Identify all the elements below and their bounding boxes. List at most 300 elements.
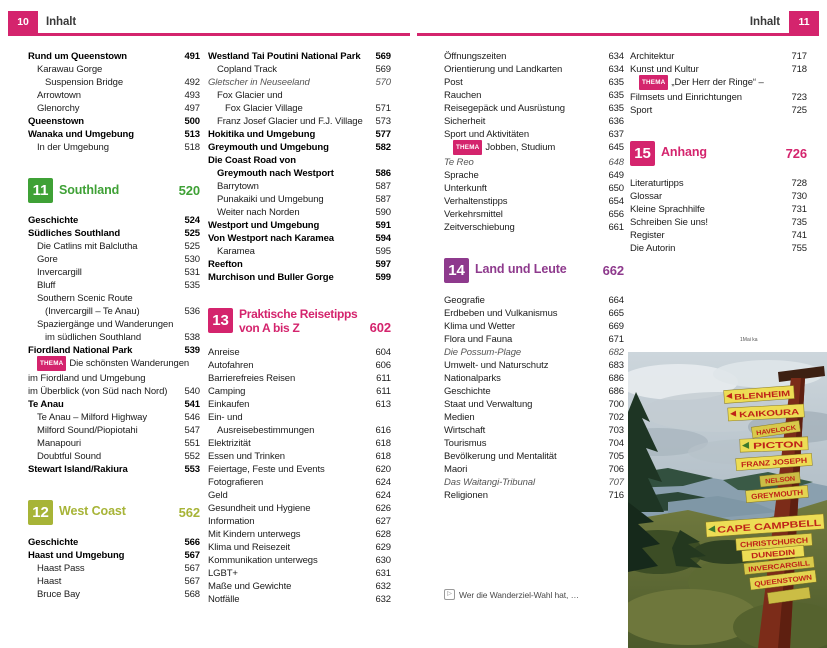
toc-entry-page: 686 <box>608 385 624 397</box>
toc-entry <box>208 180 391 193</box>
toc-entry <box>444 294 624 307</box>
toc-entry-page: 637 <box>608 129 624 140</box>
toc-entry-page: 634 <box>608 64 624 75</box>
toc-entry-label: Fox Glacier und <box>217 90 283 101</box>
toc-entry <box>208 580 391 593</box>
toc-entry-page: 645 <box>608 142 624 153</box>
toc-entry-page: 682 <box>608 346 624 358</box>
toc-entry <box>444 359 624 372</box>
toc-entry-label: Medien <box>444 411 475 423</box>
toc-entry-page: 624 <box>375 490 391 501</box>
toc-entry-page: 551 <box>184 437 200 449</box>
toc-entry-label: Unterkunft <box>444 182 487 194</box>
toc-entry-label: Literaturtipps <box>630 177 684 189</box>
page-number-left: 10 <box>8 11 38 33</box>
thema-badge: THEMA <box>639 75 668 90</box>
toc-entry <box>28 463 200 476</box>
toc-entry-label: Erdbeben und Vulkanismus <box>444 307 558 319</box>
toc-entry-page: 627 <box>375 516 391 527</box>
toc-entry-page: 706 <box>608 463 624 475</box>
toc-entry <box>28 575 200 588</box>
photo-caption <box>444 589 579 600</box>
toc-entry-label: Ein- und <box>208 412 243 423</box>
toc-entry-label: Kommunikation unterwegs <box>208 555 318 566</box>
toc-entry-page: 613 <box>375 399 391 410</box>
toc-entry-page: 635 <box>608 77 624 88</box>
header-title-left: Inhalt <box>46 16 77 28</box>
toc-entry <box>28 588 200 601</box>
toc-entry-page: 755 <box>791 242 807 254</box>
toc-entry <box>444 221 624 234</box>
toc-entry-label: Reefton <box>208 259 243 270</box>
toc-entry <box>630 50 807 63</box>
toc-entry-label: Verhaltenstipps <box>444 195 508 207</box>
toc-entry-label: Copland Track <box>217 64 277 75</box>
toc-entry <box>28 549 200 562</box>
chapter-title: West Coast <box>59 504 126 519</box>
toc-entry <box>208 554 391 567</box>
chapter-number-badge: 15 <box>630 141 655 166</box>
toc-entry <box>208 528 391 541</box>
toc-entry <box>444 50 624 63</box>
toc-entry <box>444 182 624 195</box>
chapter-title: Praktische Reisetipps von A bis Z <box>239 307 358 335</box>
toc-entry <box>28 305 200 318</box>
toc-entry <box>208 502 391 515</box>
svg-text:INVERCARGILL: INVERCARGILL <box>748 561 800 574</box>
toc-entry-label: Manapouri <box>37 437 81 449</box>
toc-entry-page: 553 <box>184 463 200 475</box>
toc-entry <box>444 156 624 169</box>
toc-entry <box>28 411 200 424</box>
toc-entry-page: 604 <box>375 347 391 358</box>
signpost-photo <box>628 352 827 648</box>
toc-entry-label: Zeitverschiebung <box>444 221 515 233</box>
chapter-number-badge: 11 <box>28 178 53 203</box>
toc-entry <box>444 372 624 385</box>
toc-entry-page: 630 <box>375 555 391 566</box>
toc-entry <box>444 208 624 221</box>
toc-entry-page: 635 <box>608 90 624 101</box>
toc-entry-label: Tourismus <box>444 437 487 449</box>
toc-entry-page: 492 <box>184 77 200 88</box>
toc-entry <box>444 398 624 411</box>
toc-entry-page: 599 <box>375 272 391 283</box>
svg-text:GREYMOUTH: GREYMOUTH <box>750 488 800 502</box>
toc-entry-label: Einkaufen <box>208 399 250 410</box>
toc-entry-label: Barrytown <box>217 181 259 192</box>
toc-entry <box>208 232 391 245</box>
toc-entry <box>444 450 624 463</box>
toc-entry-page: 606 <box>375 360 391 371</box>
svg-text:QUEENSTOWN: QUEENSTOWN <box>753 575 805 589</box>
toc-entry-label: Jobben, Studium <box>485 142 556 153</box>
toc-entry <box>444 424 624 437</box>
toc-entry-label: Reisegepäck und Ausrüstung <box>444 103 565 114</box>
toc-entry <box>208 593 391 606</box>
toc-entry-label: Spaziergänge und Wanderungen <box>37 319 174 330</box>
toc-entry-label: Anreise <box>208 347 240 358</box>
toc-column-1 <box>28 50 200 601</box>
toc-entry-page: 741 <box>791 229 807 241</box>
toc-entry <box>208 372 391 385</box>
toc-entry-page: 546 <box>184 411 200 423</box>
toc-entry <box>28 536 200 549</box>
toc-entry-label: Invercargill <box>37 267 82 278</box>
svg-text:BLENHEIM: BLENHEIM <box>733 389 776 402</box>
toc-entry <box>208 476 391 489</box>
toc-entry-page: 567 <box>184 562 200 574</box>
toc-entry <box>28 89 200 102</box>
chapter-title: Anhang <box>661 145 707 160</box>
toc-entry <box>444 437 624 450</box>
chapter-number-badge: 12 <box>28 500 53 525</box>
toc-entry <box>28 63 200 76</box>
toc-entry-label: Geld <box>208 490 228 501</box>
toc-entry <box>444 385 624 398</box>
toc-entry-label: „Der Herr der Ringe“ – <box>671 77 764 88</box>
toc-entry-label: Sprache <box>444 169 479 181</box>
toc-entry-label: Die Catlins mit Balclutha <box>37 241 138 252</box>
toc-entry <box>208 245 391 258</box>
toc-entry-label: Sicherheit <box>444 116 486 127</box>
toc-entry-page: 531 <box>184 267 200 278</box>
toc-entry-label: Sport <box>630 104 653 116</box>
toc-entry-page: 632 <box>375 594 391 605</box>
svg-text:DUNEDIN: DUNEDIN <box>750 548 785 561</box>
toc-entry <box>28 385 200 398</box>
toc-entry-page: 654 <box>608 195 624 207</box>
toc-entry-label: Geografie <box>444 294 485 306</box>
toc-entry-page: 540 <box>184 385 200 397</box>
toc-entry-label: Geschichte <box>444 385 491 397</box>
toc-entry-label: Westport und Umgebung <box>208 220 320 231</box>
toc-entry-page: 595 <box>375 246 391 257</box>
toc-entry-label: Klima und Reisezeit <box>208 542 291 553</box>
toc-entry-page: 686 <box>608 372 624 384</box>
toc-entry <box>444 141 624 156</box>
toc-entry <box>208 258 391 271</box>
toc-entry <box>28 141 200 154</box>
toc-entry-page: 650 <box>608 182 624 194</box>
toc-entry-label: Staat und Verwaltung <box>444 398 533 410</box>
toc-entry-label: Bruce Bay <box>37 588 80 600</box>
toc-entry <box>28 437 200 450</box>
toc-entry-label: Flora und Fauna <box>444 333 513 345</box>
toc-entry <box>208 346 391 359</box>
toc-entry-label: Verkehrsmittel <box>444 208 503 220</box>
toc-entry-page: 594 <box>375 233 391 244</box>
toc-entry-label: Südliches Southland <box>28 228 121 239</box>
toc-entry <box>28 562 200 575</box>
toc-entry-page: 525 <box>184 228 200 239</box>
toc-entry-page: 661 <box>608 221 624 233</box>
toc-entry-page: 547 <box>184 424 200 436</box>
toc-entry-label: Geschichte <box>28 536 79 548</box>
toc-entry-label: Information <box>208 516 255 527</box>
toc-entry <box>208 154 391 167</box>
toc-entry-label: Haast Pass <box>37 562 85 574</box>
toc-entry-label: Orientierung und Landkarten <box>444 64 563 75</box>
toc-entry <box>208 141 391 154</box>
toc-entry <box>208 489 391 502</box>
caption-arrow-icon: ▷ <box>444 589 455 600</box>
thema-badge: THEMA <box>453 140 482 155</box>
toc-entry-label: Doubtful Sound <box>37 450 102 462</box>
toc-entry <box>28 253 200 266</box>
chapter-heading-11 <box>28 178 200 203</box>
toc-entry <box>28 240 200 253</box>
toc-entry-page: 538 <box>184 332 200 343</box>
toc-entry-label: Maori <box>444 463 468 475</box>
toc-entry-page: 725 <box>791 104 807 116</box>
toc-column-2 <box>208 50 391 606</box>
toc-entry-label: Camping <box>208 386 246 397</box>
toc-entry-label: Kunst und Kultur <box>630 64 699 75</box>
toc-entry-page: 525 <box>184 241 200 252</box>
toc-entry-label: Arrowtown <box>37 90 81 101</box>
toc-entry-label: Wanaka und Umgebung <box>28 129 134 140</box>
toc-entry-page: 590 <box>375 207 391 218</box>
toc-entry <box>208 102 391 115</box>
toc-entry-label: Rauchen <box>444 90 482 101</box>
toc-entry-label: Milford Sound/Piopiotahi <box>37 424 138 436</box>
toc-entry-label: LGBT+ <box>208 568 238 579</box>
toc-entry <box>630 229 807 242</box>
toc-entry <box>28 357 200 372</box>
toc-entry-label: Haast <box>37 575 62 587</box>
toc-entry <box>208 385 391 398</box>
toc-entry <box>444 320 624 333</box>
toc-entry <box>28 115 200 128</box>
toc-entry-label: Greymouth nach Westport <box>217 168 334 179</box>
toc-entry <box>208 167 391 180</box>
toc-entry-page: 497 <box>184 103 200 114</box>
svg-text:HAVELOCK: HAVELOCK <box>755 425 792 438</box>
toc-entry-page: 530 <box>184 254 200 265</box>
toc-entry-label: Ausreisebestimmungen <box>217 425 315 436</box>
toc-entry <box>208 128 391 141</box>
toc-entry-label: Elektrizität <box>208 438 251 449</box>
thema-badge: THEMA <box>37 356 66 371</box>
toc-entry <box>630 76 807 91</box>
toc-entry-label: Religionen <box>444 489 488 501</box>
toc-entry-label: Te Anau <box>28 398 64 410</box>
toc-entry <box>28 128 200 141</box>
toc-entry <box>208 463 391 476</box>
photo-credit: 1Mai ka <box>740 337 758 343</box>
toc-entry <box>208 424 391 437</box>
toc-entry-label: Mit Kindern unterwegs <box>208 529 301 540</box>
toc-entry-label: Suspension Bridge <box>45 77 124 88</box>
toc-entry <box>28 266 200 279</box>
svg-text:CHRISTCHURCH: CHRISTCHURCH <box>739 536 800 550</box>
toc-entry <box>444 102 624 115</box>
toc-entry-page: 582 <box>375 142 391 153</box>
toc-entry-page: 707 <box>608 476 624 488</box>
toc-entry-page: 648 <box>608 156 624 168</box>
caption-text: Wer die Wanderziel-Wahl hat, … <box>459 589 579 600</box>
toc-entry-label: Essen und Trinken <box>208 451 285 462</box>
toc-entry-page: 683 <box>608 359 624 371</box>
toc-entry <box>208 115 391 128</box>
toc-entry-page: 587 <box>375 181 391 192</box>
toc-entry-page: 573 <box>375 116 391 127</box>
toc-entry-label: Maße und Gewichte <box>208 581 292 592</box>
toc-entry-label: Gesundheit und Hygiene <box>208 503 311 514</box>
toc-entry-page: 717 <box>791 51 807 62</box>
toc-entry-label: Die schönsten Wanderungen <box>69 358 190 369</box>
header-rule-right <box>417 33 819 36</box>
toc-entry-page: 665 <box>608 307 624 319</box>
toc-entry-page: 587 <box>375 194 391 205</box>
toc-entry-page: 705 <box>608 450 624 462</box>
page-number-right: 11 <box>789 11 819 33</box>
toc-entry-page: 535 <box>184 280 200 291</box>
toc-entry-label: Bevölkerung und Mentalität <box>444 450 557 462</box>
toc-entry <box>444 63 624 76</box>
toc-entry <box>630 91 807 104</box>
toc-entry <box>630 216 807 229</box>
toc-entry <box>208 219 391 232</box>
toc-entry-label: Sport und Aktivitäten <box>444 129 530 140</box>
toc-entry-label: Architektur <box>630 51 675 62</box>
toc-entry <box>208 515 391 528</box>
toc-entry-page: 635 <box>608 103 624 114</box>
chapter-heading-14 <box>444 258 624 283</box>
toc-entry-label: Notfälle <box>208 594 240 605</box>
toc-entry <box>444 76 624 89</box>
svg-text:KAIKOURA: KAIKOURA <box>738 408 782 420</box>
toc-entry-page: 716 <box>608 489 624 501</box>
toc-entry-label: Murchison und Buller Gorge <box>208 272 334 283</box>
toc-entry-page: 597 <box>375 259 391 270</box>
toc-entry-label: Post <box>444 77 463 88</box>
toc-entry-page: 703 <box>608 424 624 436</box>
toc-entry-label: Geschichte <box>28 215 79 226</box>
toc-entry <box>630 190 807 203</box>
chapter-title: Southland <box>59 182 120 197</box>
toc-entry-page: 524 <box>184 215 200 226</box>
chapter-heading-15 <box>630 141 807 166</box>
toc-entry-label: im südlichen Southland <box>45 332 142 343</box>
toc-entry <box>444 411 624 424</box>
toc-entry-page: 491 <box>184 51 200 62</box>
toc-entry-label: Von Westport nach Karamea <box>208 233 334 244</box>
toc-entry-label: Autofahren <box>208 360 254 371</box>
toc-entry-label: Gletscher in Neuseeland <box>208 77 310 88</box>
header-rule-left <box>8 33 410 36</box>
toc-entry <box>444 89 624 102</box>
toc-entry-label: Das Waitangi-Tribunal <box>444 476 536 488</box>
toc-entry-page: 569 <box>375 51 391 62</box>
toc-entry-page: 669 <box>608 320 624 332</box>
toc-entry-page: 671 <box>608 333 624 345</box>
toc-entry <box>208 89 391 102</box>
toc-entry <box>28 398 200 411</box>
toc-entry-label: Franz Josef Glacier und F.J. Village <box>217 116 363 127</box>
toc-entry <box>444 476 624 489</box>
toc-entry-page: 664 <box>608 294 624 306</box>
chapter-page-number: 662 <box>602 262 624 278</box>
toc-entry <box>630 242 807 255</box>
toc-entry-page: 735 <box>791 216 807 228</box>
toc-entry-page: 626 <box>375 503 391 514</box>
toc-entry <box>208 76 391 89</box>
toc-entry-label: Glossar <box>630 190 663 202</box>
svg-text:FRANZ JOSEPH: FRANZ JOSEPH <box>740 456 799 470</box>
toc-entry <box>208 50 391 63</box>
toc-entry-label: Queenstown <box>28 116 85 127</box>
toc-entry <box>444 346 624 359</box>
toc-entry-label: Filmsets und Einrichtungen <box>630 91 742 103</box>
toc-entry <box>28 292 200 305</box>
toc-entry <box>444 169 624 182</box>
toc-entry <box>28 227 200 240</box>
toc-entry-label: Karamea <box>217 246 255 257</box>
toc-entry-page: 567 <box>184 575 200 587</box>
toc-entry-page: 500 <box>184 116 200 127</box>
toc-entry-page: 586 <box>375 168 391 179</box>
toc-entry-page: 728 <box>791 177 807 189</box>
toc-entry <box>28 450 200 463</box>
toc-entry-page: 704 <box>608 437 624 449</box>
toc-entry-label: Die Autorin <box>630 242 676 254</box>
toc-column-4 <box>630 50 807 255</box>
toc-entry-label: Barrierefreies Reisen <box>208 373 296 384</box>
toc-entry-page: 536 <box>184 306 200 317</box>
toc-entry <box>208 437 391 450</box>
toc-entry-page: 631 <box>375 568 391 579</box>
toc-entry-page: 731 <box>791 203 807 215</box>
signpost-photo-svg <box>628 352 827 648</box>
toc-entry <box>28 50 200 63</box>
toc-entry <box>444 307 624 320</box>
chapter-number-badge: 13 <box>208 308 233 333</box>
toc-entry-page: 539 <box>184 345 200 356</box>
toc-entry-label: Fiordland National Park <box>28 345 133 356</box>
toc-entry-page: 518 <box>184 142 200 153</box>
toc-entry-label: Die Possum-Plage <box>444 346 522 358</box>
chapter-number-badge: 14 <box>444 258 469 283</box>
toc-entry-label: Westland Tai Poutini National Park <box>208 51 361 62</box>
toc-entry-label: Nationalparks <box>444 372 501 384</box>
toc-entry-label: In der Umgebung <box>37 142 109 153</box>
toc-entry <box>208 398 391 411</box>
toc-entry-page: 571 <box>375 103 391 114</box>
toc-entry <box>208 359 391 372</box>
toc-entry-page: 611 <box>376 386 391 397</box>
toc-entry-page: 629 <box>375 542 391 553</box>
toc-entry <box>28 279 200 292</box>
toc-entry-label: Fotografieren <box>208 477 264 488</box>
toc-entry <box>444 333 624 346</box>
toc-entry-label: Te Anau – Milford Highway <box>37 411 147 423</box>
toc-entry-label: Karawau Gorge <box>37 64 103 75</box>
toc-entry <box>28 372 200 385</box>
toc-entry-label: Bluff <box>37 280 56 291</box>
toc-entry-label: Schreiben Sie uns! <box>630 216 708 228</box>
toc-entry-label: Öffnungszeiten <box>444 51 507 62</box>
chapter-page-number: 520 <box>178 183 200 198</box>
chapter-title: Land und Leute <box>475 262 567 277</box>
toc-entry-label: Umwelt- und Naturschutz <box>444 359 549 371</box>
toc-entry <box>630 177 807 190</box>
svg-text:PICTON: PICTON <box>752 439 785 451</box>
toc-entry-page: 552 <box>184 450 200 462</box>
toc-entry-page: 570 <box>375 77 391 88</box>
toc-entry-label: Punakaiki und Umgebung <box>217 194 324 205</box>
